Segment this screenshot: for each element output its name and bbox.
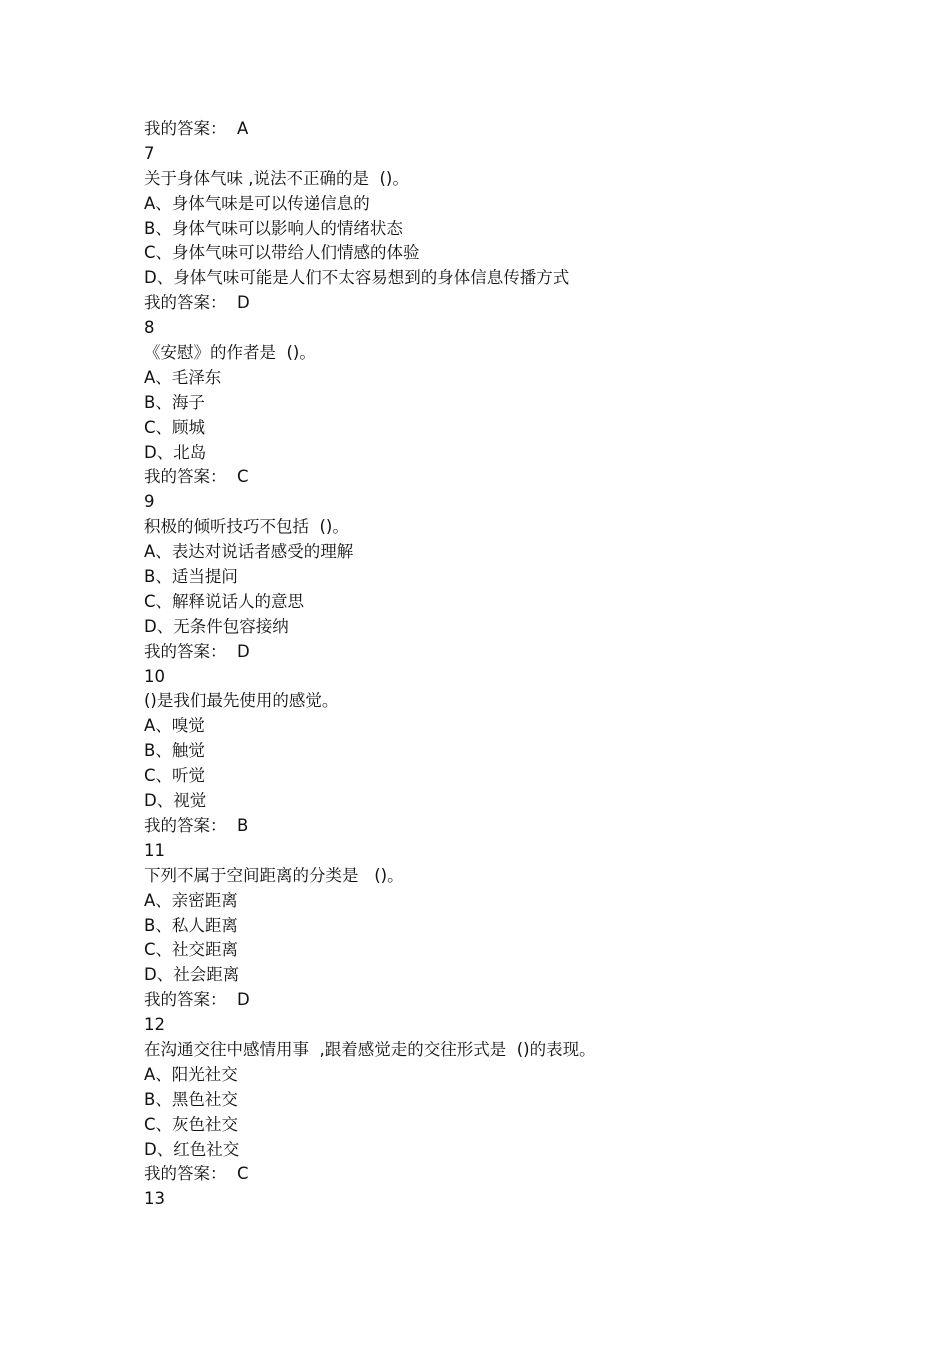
option-a: A、表达对说话者感受的理解: [144, 542, 354, 562]
next-question-number: 13: [144, 1189, 165, 1209]
option-a: A、毛泽东: [144, 367, 222, 387]
option-c: C、顾城: [144, 417, 206, 437]
question-stem: 下列不属于空间距离的分类是 ()。: [144, 865, 404, 885]
option-c: C、解释说话人的意思: [144, 591, 305, 611]
my-answer: 我的答案： C: [144, 467, 249, 487]
option-c: C、社交距离: [144, 940, 239, 960]
question-7: [144, 142, 904, 316]
my-answer: 我的答案： D: [144, 990, 250, 1010]
question-9: [144, 490, 904, 664]
question-stem: 关于身体气味 ,说法不正确的是 ()。: [144, 168, 409, 188]
option-d: D、社会距离: [144, 965, 240, 985]
option-d: D、视觉: [144, 791, 207, 811]
option-b: B、私人距离: [144, 915, 238, 935]
option-c: C、身体气味可以带给人们情感的体验: [144, 243, 420, 263]
option-c: C、听觉: [144, 766, 206, 786]
question-number: 7: [144, 143, 155, 163]
option-c: C、灰色社交: [144, 1114, 239, 1134]
quiz-content: [144, 117, 904, 1212]
option-a: A、阳光社交: [144, 1064, 238, 1084]
question-number: 12: [144, 1015, 165, 1035]
option-a: A、亲密距离: [144, 890, 238, 910]
option-b: B、适当提问: [144, 567, 238, 587]
option-b: B、海子: [144, 392, 205, 412]
previous-answer: 我的答案： A: [144, 119, 249, 138]
option-b: B、身体气味可以影响人的情绪状态: [144, 218, 403, 238]
option-b: B、黑色社交: [144, 1089, 238, 1109]
my-answer: 我的答案： D: [144, 641, 250, 661]
question-8: [144, 316, 904, 490]
question-stem: 《安慰》的作者是 ()。: [144, 343, 316, 363]
option-d: D、身体气味可能是人们不太容易想到的身体信息传播方式: [144, 268, 570, 288]
question-number: 10: [144, 666, 165, 686]
option-d: D、无条件包容接纳: [144, 616, 289, 636]
question-12: [144, 1013, 904, 1187]
my-answer: 我的答案： D: [144, 293, 250, 313]
question-number: 11: [144, 840, 165, 860]
question-number: 9: [144, 492, 155, 512]
question-stem: 积极的倾听技巧不包括 ()。: [144, 517, 349, 537]
question-11: [144, 839, 904, 1013]
option-d: D、北岛: [144, 442, 207, 462]
question-stem: 在沟通交往中感情用事 ,跟着感觉走的交往形式是 ()的表现。: [144, 1039, 596, 1059]
my-answer: 我的答案： B: [144, 815, 249, 835]
option-a: A、嗅觉: [144, 716, 205, 736]
question-10: [144, 665, 904, 839]
option-d: D、红色社交: [144, 1139, 240, 1159]
question-number: 8: [144, 318, 155, 338]
option-b: B、触觉: [144, 741, 205, 761]
option-a: A、身体气味是可以传递信息的: [144, 193, 370, 213]
question-stem: ()是我们最先使用的感觉。: [144, 691, 339, 711]
my-answer: 我的答案： C: [144, 1164, 249, 1184]
